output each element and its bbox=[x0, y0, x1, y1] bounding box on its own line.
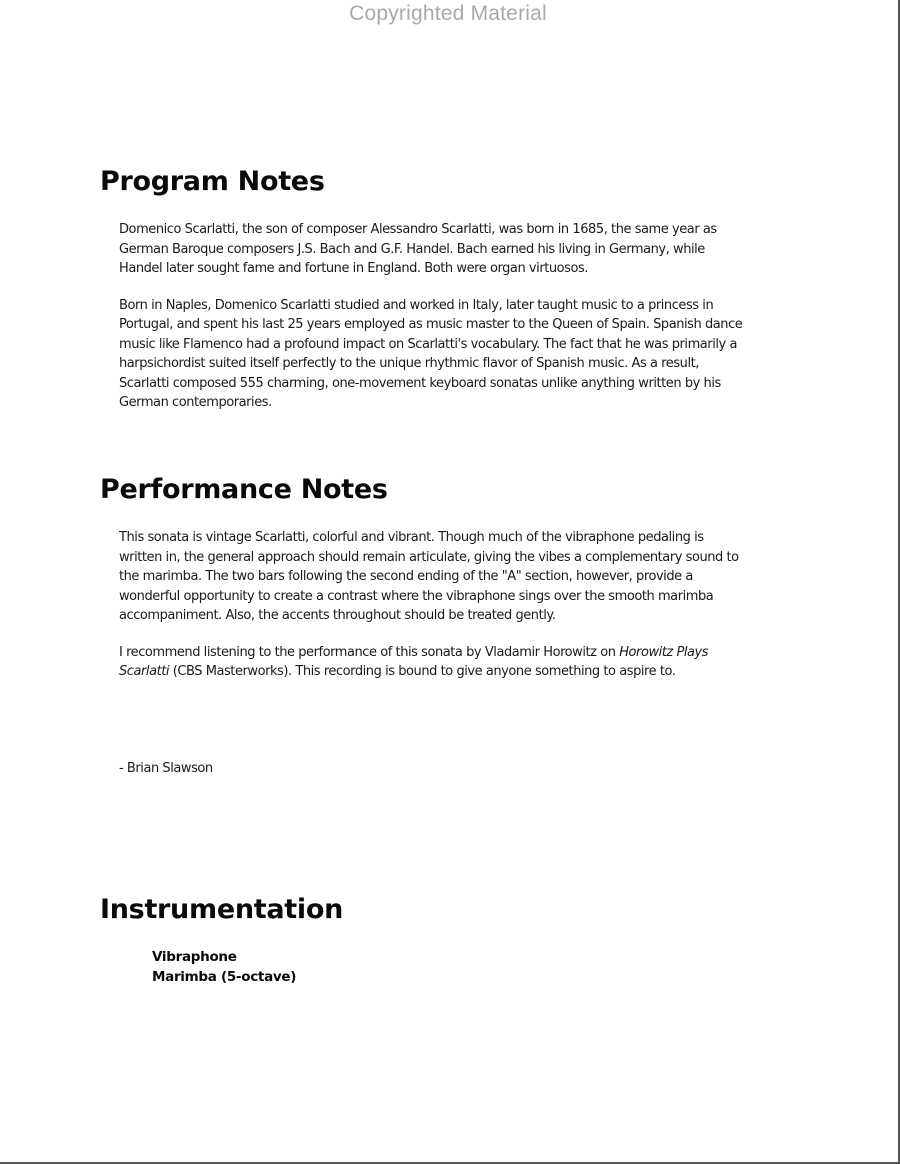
instrumentation-heading: Instrumentation bbox=[100, 894, 344, 925]
performance-notes-paragraph: This sonata is vintage Scarlatti, colorful and vibrant. Though much of the vibraphone pedaling is written in, the general approach should remain articulate, giving the vibes a complementary sound to the marimba. The two bars following the second ending of the "A" section, however, provide a wonderful opportunity to create a contrast where the vibraphone sings over the smooth marimba accompaniment. Also, the accents throughout should be treated gently. bbox=[119, 530, 739, 623]
instrument-item-marimba: Marimba (5-octave) bbox=[152, 969, 297, 985]
recommendation-text-suffix: (CBS Masterworks). This recording is bound to give anyone something to aspire to. bbox=[169, 664, 676, 679]
performance-notes-paragraph bbox=[119, 643, 749, 682]
program-notes-paragraph: Born in Naples, Domenico Scarlatti studied and worked in Italy, later taught music to a princess in Portugal, and spent his last 25 years employed as music master to the Queen of Spain. Spanish dance music like Flamenco had a profound impact on Scarlatti's vocabulary. The fact that he was primarily a harpsichordist suited itself perfectly to the unique rhythmic flavor of Spanish music. As a result, Scarlatti composed 555 charming, one-movement keyboard sonatas unlike anything written by his German contemporaries. bbox=[119, 297, 743, 410]
performance-notes-heading: Performance Notes bbox=[100, 474, 388, 505]
recommendation-text-prefix: I recommend listening to the performance of this sonata by Vladamir Horowitz on bbox=[119, 644, 620, 660]
program-notes-body bbox=[119, 220, 749, 430]
copyright-watermark: Copyrighted Material bbox=[349, 2, 547, 25]
program-notes-paragraph: Domenico Scarlatti, the son of composer Alessandro Scarlatti, was born in 1685, the same year as German Baroque composers J.S. Bach and G.F. Handel. Bach earned his living in Germany, while Handel later sought fame and fortune in England. Both were organ virtuosos. bbox=[119, 222, 717, 276]
program-notes-heading: Program Notes bbox=[100, 166, 325, 197]
album-title: Horowitz Plays Scarlatti bbox=[119, 644, 709, 679]
performance-notes-body bbox=[119, 528, 749, 699]
instrument-item-vibraphone: Vibraphone bbox=[152, 949, 237, 965]
instrument-list bbox=[152, 947, 296, 987]
author-signature: - Brian Slawson bbox=[119, 761, 213, 776]
